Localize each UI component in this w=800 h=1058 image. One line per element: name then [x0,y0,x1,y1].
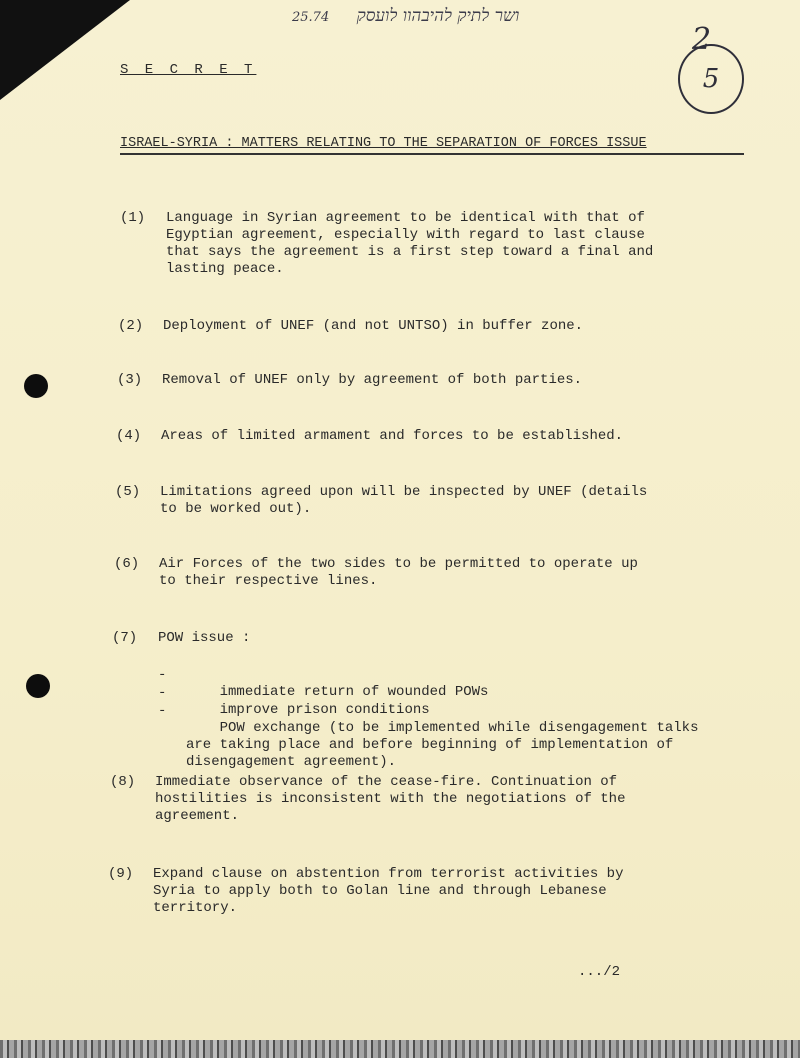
item-number: (8) [110,774,136,790]
subitem-dash: - [158,703,167,719]
item-text: Limitations agreed upon will be inspected by UNEF (details to be worked out). [160,484,648,517]
document-title [120,136,744,155]
handwritten-page-marker: 2 [692,22,712,57]
item-number: (2) [118,318,144,334]
item-text: Air Forces of the two sides to be permitted to operate up to their respective lines. [159,556,638,589]
item-number: (1) [120,210,146,226]
item-number: (7) [112,630,138,646]
circled-number: 5 [678,44,744,114]
item-text: Expand clause on abstention from terrorist activities by Syria to apply both to Golan line and through Lebanese territory. [153,866,624,916]
item-number: (5) [115,484,141,500]
subitem-dash: - [158,667,167,683]
handwritten-code: 25.74 [292,10,330,25]
pow-subitem-text: immediate return of wounded POWs [219,684,489,700]
item-number: (6) [114,556,140,572]
document-title-text: ISRAEL-SYRIA : MATTERS RELATING TO THE SEPARATION OF FORCES ISSUE [120,136,647,151]
item-text: Language in Syrian agreement to be identical with that of Egyptian agreement, especially with regard to last clause that says the agreement is a first step toward a final and lasting peace. [166,210,654,277]
punch-hole-top [24,374,48,398]
punch-hole-bottom [26,674,50,698]
scan-edge [0,1040,800,1058]
item-text: Immediate observance of the cease-fire. Continuation of hostilities is inconsistent with the negotiations of the agreement. [155,774,626,824]
pow-subitem-text: improve prison conditions [219,702,430,718]
handwritten-annotation [292,6,519,26]
handwritten-note: ושר לתיק להיבהוו לועסק [356,6,520,26]
pow-subitem [158,686,699,788]
item-text: Removal of UNEF only by agreement of both parties. [162,372,583,388]
item-number: (9) [108,866,134,882]
torn-corner [0,0,130,100]
item-number: (3) [117,372,143,388]
classification-label: S E C R E T [120,62,257,78]
item-text: Areas of limited armament and forces to be established. [161,428,624,444]
subitem-dash: - [158,685,167,701]
item-number: (4) [116,428,142,444]
item-text: Deployment of UNEF (and not UNTSO) in buffer zone. [163,318,584,334]
continuation-marker: .../2 [578,964,621,980]
pow-subitem-text: POW exchange (to be implemented while disengagement talks are taking place and before beginning of implementation of disengagement agreement). [186,720,699,770]
item-text: POW issue : [158,630,251,646]
